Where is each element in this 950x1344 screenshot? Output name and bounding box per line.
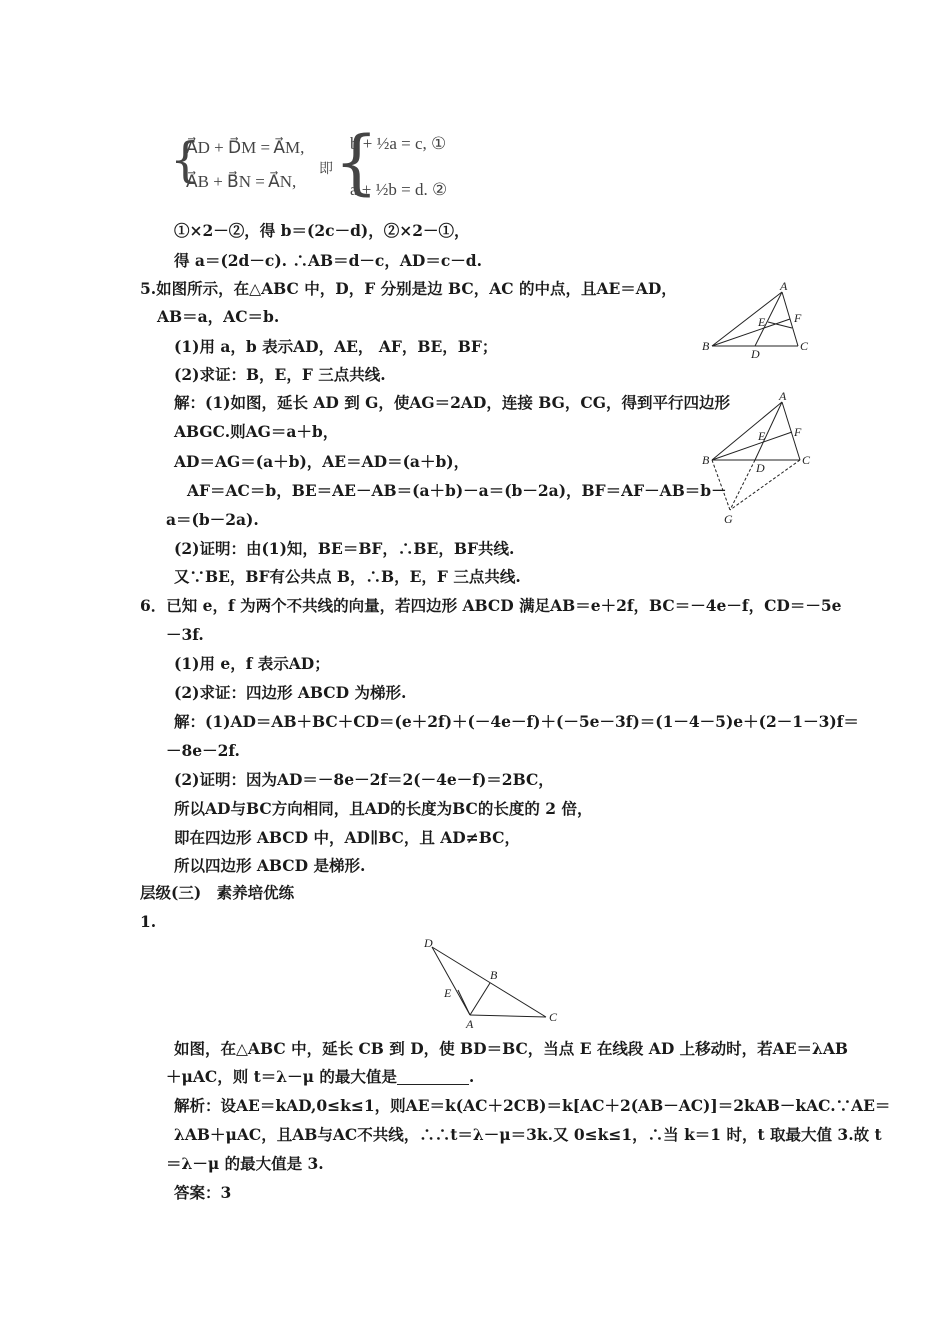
label-f: F [794, 311, 802, 325]
parallelogram-figure-2 [700, 390, 815, 530]
text-line: 又∵BE，BF有公共点 B，∴B，E，F 三点共线. [174, 567, 521, 586]
label-a: A [779, 390, 787, 403]
label-c: C [800, 339, 809, 353]
question-6-stem: 6．已知 e，f 为两个不共线的向量，若四边形 ABCD 满足AB＝e＋2f，BC＝－4e－f，CD＝－5e [140, 596, 842, 615]
text-line: (1)用 e，f 表示AD； [174, 654, 330, 673]
text-line [166, 1066, 474, 1088]
text-line: (2)求证：B，E，F 三点共线. [174, 365, 386, 384]
text-line: 如图，在△ABC 中，延长 CB 到 D，使 BD＝BC，当点 E 在线段 AD 上移动时，若AE＝λAB [174, 1039, 849, 1058]
right-brace: { [334, 121, 379, 203]
label-a: A [780, 280, 788, 293]
answer: 答案：3 [174, 1183, 232, 1202]
label-d: D [751, 347, 760, 360]
label-b: B [490, 968, 498, 982]
text-line: －3f. [166, 625, 204, 644]
text-line: (2)证明：因为AD＝－8e－2f＝2(－4e－f)＝2BC， [174, 770, 554, 789]
text-line: 所以四边形 ABCD 是梯形. [174, 856, 366, 875]
label-b: B [702, 339, 710, 353]
text-line: 解：(1)AD＝AB＋BC＋CD＝(e＋2f)＋(－4e－f)＋(－5e－3f)＝(1－4－5)e＋(2－1－3)f＝ [174, 712, 859, 731]
label-f: F [794, 425, 802, 439]
text-line: AB＝a，AC＝b. [157, 307, 280, 326]
text-line: －8e－2f. [166, 741, 240, 760]
eq-right-1: b + ½a = c, ① [350, 134, 447, 153]
answer-blank [397, 1068, 469, 1085]
question-5-stem: 5.如图所示，在△ABC 中，D，F 分别是边 BC，AC 的中点，且AE＝AD， [140, 279, 677, 298]
text-line: a＝(b－2a). [166, 510, 259, 529]
label-c: C [549, 1010, 558, 1024]
label-d: D [756, 461, 765, 475]
text-line: 解析：设AE＝kAD,0≤k≤1，则AE＝k(AC＋2CB)＝k[AC＋2(AB－AC)]＝2kAB－kAC.∵AE＝ [174, 1096, 891, 1115]
label-b: B [702, 453, 710, 467]
eq-ji: 即 [319, 162, 333, 177]
text-line: ①×2－②，得 b＝(2c－d)，②×2－①， [174, 221, 470, 240]
text-line: AF＝AC＝b，BE＝AE－AB＝(a＋b)－a＝(b－2a)，BF＝AF－AB＝b－ [187, 481, 727, 500]
label-a: A [466, 1017, 474, 1031]
label-d: D [424, 936, 433, 950]
text-line: 得 a＝(2d－c). ∴AB＝d－c，AD＝c－d. [174, 251, 483, 270]
label-e: E [444, 986, 452, 1000]
eq-right-2: a + ½b = d. ② [350, 180, 448, 199]
eq-left-2: A⃗B + B⃗N = A⃗N, [186, 172, 297, 191]
left-brace: { [170, 132, 201, 188]
text-line: λAB＋μAC，且AB与AC不共线，∴∴t＝λ－μ＝3k.又 0≤k≤1，∴当 k＝1 时，t 取最大值 3.故 t [174, 1125, 882, 1144]
triangle-figure-3 [418, 935, 568, 1033]
text-line: (2)证明：由(1)知，BE＝BF，∴BE，BF共线. [174, 539, 515, 558]
label-e: E [758, 315, 766, 329]
text-line: (1)用 a，b 表示AD，AE， AF，BE，BF； [174, 337, 498, 356]
label-e: E [758, 429, 766, 443]
text-span: . [468, 1067, 475, 1086]
text-line: (2)求证：四边形 ABCD 为梯形. [174, 683, 407, 702]
label-c: C [802, 453, 811, 467]
text-line: 所以AD与BC方向相同，且AD的长度为BC的长度的 2 倍， [174, 799, 593, 818]
label-g: G [724, 512, 733, 526]
eq-left-1: A⃗D + D⃗M = A⃗M, [186, 138, 305, 157]
triangle-figure-1 [700, 280, 815, 360]
section-heading: 层级(三) 素养培优练 [140, 883, 295, 902]
text-line: ＝λ－μ 的最大值是 3. [166, 1154, 324, 1173]
text-line: 即在四边形 ABCD 中，AD∥BC，且 AD≠BC， [174, 828, 520, 847]
text-span: ＋μAC，则 t＝λ－μ 的最大值是 [166, 1067, 397, 1086]
problem-number: 1. [140, 912, 157, 931]
text-line: ABGC.则AG＝a＋b， [174, 422, 339, 441]
text-line: AD＝AG＝(a＋b)，AE＝AD＝(a＋b)， [174, 452, 470, 471]
text-line: 解：(1)如图，延长 AD 到 G，使AG＝2AD，连接 BG，CG，得到平行四边形 [174, 393, 730, 412]
